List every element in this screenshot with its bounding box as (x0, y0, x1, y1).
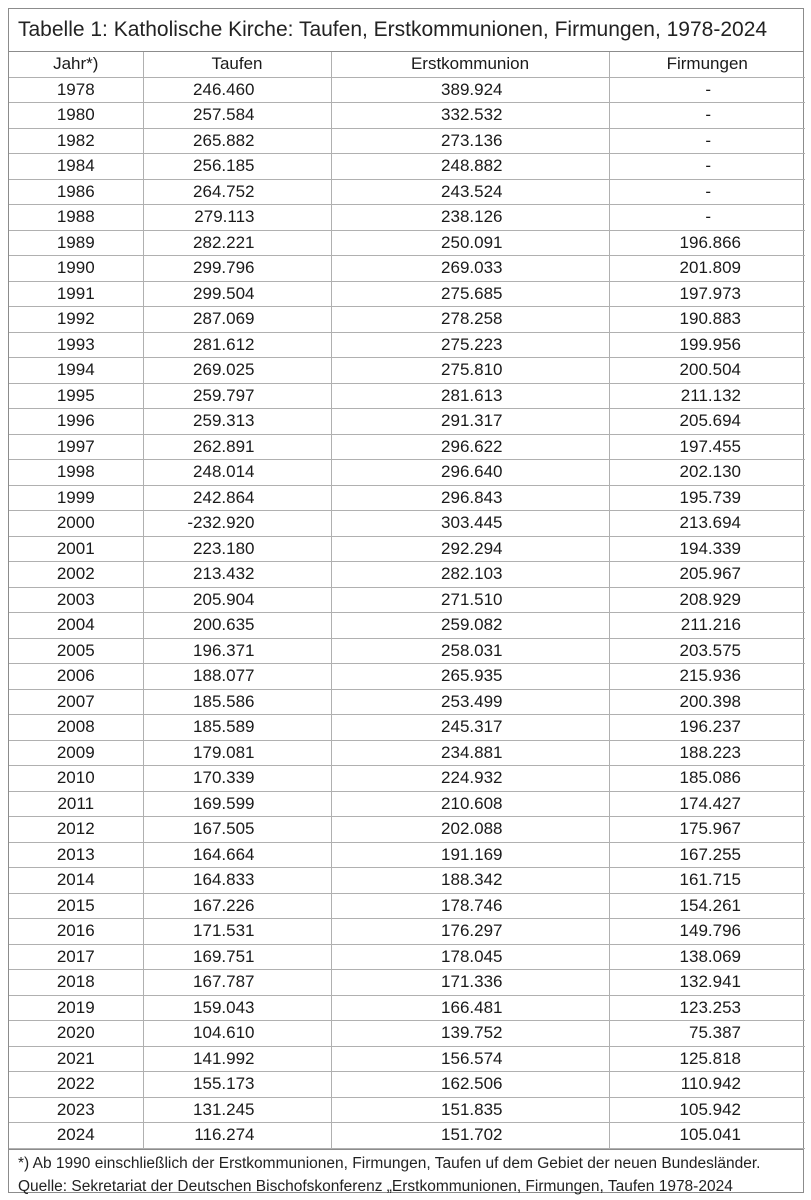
table-row (9, 358, 805, 384)
table-row (9, 613, 805, 639)
cell-year: 2007 (9, 689, 143, 715)
cell-erstkommunion: 265.935 (331, 664, 609, 690)
data-table (9, 52, 805, 1149)
cell-taufen: 262.891 (143, 434, 331, 460)
cell-firmungen: 197.973 (609, 281, 805, 307)
table-row (9, 77, 805, 103)
cell-erstkommunion: 178.045 (331, 944, 609, 970)
cell-firmungen: 185.086 (609, 766, 805, 792)
cell-year: 1999 (9, 485, 143, 511)
cell-year: 2005 (9, 638, 143, 664)
cell-taufen: -232.920 (143, 511, 331, 537)
cell-taufen: 265.882 (143, 128, 331, 154)
cell-taufen: 205.904 (143, 587, 331, 613)
cell-taufen: 246.460 (143, 77, 331, 103)
cell-year: 1980 (9, 103, 143, 129)
cell-firmungen: 202.130 (609, 460, 805, 486)
table-row (9, 1072, 805, 1098)
cell-year: 2020 (9, 1021, 143, 1047)
cell-year: 1989 (9, 230, 143, 256)
cell-year: 2012 (9, 817, 143, 843)
cell-taufen: 279.113 (143, 205, 331, 231)
cell-taufen: 223.180 (143, 536, 331, 562)
cell-taufen: 164.833 (143, 868, 331, 894)
table-row (9, 281, 805, 307)
table-row (9, 1123, 805, 1149)
source-text: Quelle: Sekretariat der Deutschen Bischofskonferenz „Erstkommunionen, Firmungen, Taufen 1978-2024 (18, 1177, 733, 1195)
cell-firmungen: 200.504 (609, 358, 805, 384)
cell-year: 2013 (9, 842, 143, 868)
cell-erstkommunion: 271.510 (331, 587, 609, 613)
cell-year: 1992 (9, 307, 143, 333)
cell-year: 2009 (9, 740, 143, 766)
cell-erstkommunion: 243.524 (331, 179, 609, 205)
cell-erstkommunion: 292.294 (331, 536, 609, 562)
cell-firmungen: 188.223 (609, 740, 805, 766)
header-row (9, 52, 805, 77)
cell-erstkommunion: 332.532 (331, 103, 609, 129)
cell-erstkommunion: 275.223 (331, 332, 609, 358)
table-row (9, 664, 805, 690)
cell-firmungen: 105.942 (609, 1097, 805, 1123)
cell-erstkommunion: 139.752 (331, 1021, 609, 1047)
table-row (9, 230, 805, 256)
cell-erstkommunion: 234.881 (331, 740, 609, 766)
cell-year: 1988 (9, 205, 143, 231)
cell-firmungen: 211.132 (609, 383, 805, 409)
cell-firmungen: 138.069 (609, 944, 805, 970)
table-row (9, 638, 805, 664)
cell-taufen: 179.081 (143, 740, 331, 766)
cell-taufen: 264.752 (143, 179, 331, 205)
cell-year: 1978 (9, 77, 143, 103)
cell-year: 2023 (9, 1097, 143, 1123)
cell-firmungen: 205.967 (609, 562, 805, 588)
table-row (9, 587, 805, 613)
cell-firmungen: - (609, 103, 805, 129)
cell-taufen: 171.531 (143, 919, 331, 945)
table-row (9, 868, 805, 894)
cell-taufen: 167.505 (143, 817, 331, 843)
cell-year: 2022 (9, 1072, 143, 1098)
cell-year: 2002 (9, 562, 143, 588)
cell-taufen: 299.796 (143, 256, 331, 282)
header-year: Jahr*) (9, 52, 143, 77)
table-row (9, 893, 805, 919)
cell-firmungen: 200.398 (609, 689, 805, 715)
cell-year: 2004 (9, 613, 143, 639)
cell-taufen: 188.077 (143, 664, 331, 690)
cell-taufen: 299.504 (143, 281, 331, 307)
cell-firmungen: 196.866 (609, 230, 805, 256)
table-row (9, 434, 805, 460)
table-row (9, 715, 805, 741)
cell-taufen: 259.313 (143, 409, 331, 435)
cell-year: 2006 (9, 664, 143, 690)
cell-firmungen: 208.929 (609, 587, 805, 613)
cell-taufen: 248.014 (143, 460, 331, 486)
cell-taufen: 141.992 (143, 1046, 331, 1072)
cell-year: 2019 (9, 995, 143, 1021)
cell-erstkommunion: 275.685 (331, 281, 609, 307)
cell-firmungen: - (609, 154, 805, 180)
cell-erstkommunion: 191.169 (331, 842, 609, 868)
cell-taufen: 167.226 (143, 893, 331, 919)
cell-erstkommunion: 275.810 (331, 358, 609, 384)
cell-year: 1993 (9, 332, 143, 358)
cell-erstkommunion: 202.088 (331, 817, 609, 843)
cell-erstkommunion: 210.608 (331, 791, 609, 817)
cell-taufen: 256.185 (143, 154, 331, 180)
cell-year: 2010 (9, 766, 143, 792)
cell-year: 2015 (9, 893, 143, 919)
cell-firmungen: 132.941 (609, 970, 805, 996)
cell-firmungen: 175.967 (609, 817, 805, 843)
cell-erstkommunion: 269.033 (331, 256, 609, 282)
header-firmungen: Firmungen (609, 52, 805, 77)
cell-firmungen: - (609, 205, 805, 231)
cell-firmungen: 203.575 (609, 638, 805, 664)
table-row (9, 740, 805, 766)
cell-taufen: 170.339 (143, 766, 331, 792)
cell-firmungen: - (609, 77, 805, 103)
cell-taufen: 287.069 (143, 307, 331, 333)
cell-year: 1984 (9, 154, 143, 180)
cell-firmungen: 110.942 (609, 1072, 805, 1098)
table-row (9, 154, 805, 180)
table-row (9, 383, 805, 409)
cell-taufen: 169.599 (143, 791, 331, 817)
cell-erstkommunion: 291.317 (331, 409, 609, 435)
cell-firmungen: 75.387 (609, 1021, 805, 1047)
cell-firmungen: - (609, 179, 805, 205)
table-row (9, 1097, 805, 1123)
table-row (9, 817, 805, 843)
table-row (9, 409, 805, 435)
cell-firmungen: 213.694 (609, 511, 805, 537)
cell-firmungen: 196.237 (609, 715, 805, 741)
cell-firmungen: 105.041 (609, 1123, 805, 1149)
cell-erstkommunion: 282.103 (331, 562, 609, 588)
cell-year: 2016 (9, 919, 143, 945)
cell-year: 2021 (9, 1046, 143, 1072)
table-row (9, 205, 805, 231)
cell-taufen: 200.635 (143, 613, 331, 639)
cell-firmungen: 201.809 (609, 256, 805, 282)
cell-erstkommunion: 178.746 (331, 893, 609, 919)
cell-taufen: 196.371 (143, 638, 331, 664)
cell-erstkommunion: 171.336 (331, 970, 609, 996)
table-row (9, 536, 805, 562)
table-row (9, 766, 805, 792)
cell-year: 2024 (9, 1123, 143, 1149)
cell-erstkommunion: 250.091 (331, 230, 609, 256)
cell-taufen: 281.612 (143, 332, 331, 358)
cell-erstkommunion: 258.031 (331, 638, 609, 664)
cell-erstkommunion: 156.574 (331, 1046, 609, 1072)
cell-taufen: 242.864 (143, 485, 331, 511)
cell-erstkommunion: 162.506 (331, 1072, 609, 1098)
cell-year: 2017 (9, 944, 143, 970)
table-row (9, 689, 805, 715)
cell-year: 1982 (9, 128, 143, 154)
cell-firmungen: 149.796 (609, 919, 805, 945)
cell-taufen: 131.245 (143, 1097, 331, 1123)
cell-firmungen: - (609, 128, 805, 154)
table-row (9, 332, 805, 358)
cell-erstkommunion: 259.082 (331, 613, 609, 639)
cell-firmungen: 154.261 (609, 893, 805, 919)
table-row (9, 919, 805, 945)
cell-taufen: 159.043 (143, 995, 331, 1021)
cell-firmungen: 194.339 (609, 536, 805, 562)
cell-erstkommunion: 281.613 (331, 383, 609, 409)
cell-taufen: 164.664 (143, 842, 331, 868)
cell-year: 1991 (9, 281, 143, 307)
cell-firmungen: 167.255 (609, 842, 805, 868)
cell-taufen: 185.586 (143, 689, 331, 715)
cell-taufen: 116.274 (143, 1123, 331, 1149)
cell-year: 1998 (9, 460, 143, 486)
footnote-text: *) Ab 1990 einschließlich der Erstkommunionen, Firmungen, Taufen uf dem Gebiet der neuen Bundesländer. (18, 1154, 761, 1172)
cell-erstkommunion: 245.317 (331, 715, 609, 741)
cell-year: 1994 (9, 358, 143, 384)
cell-year: 2003 (9, 587, 143, 613)
cell-taufen: 104.610 (143, 1021, 331, 1047)
cell-firmungen: 125.818 (609, 1046, 805, 1072)
table-row (9, 842, 805, 868)
cell-taufen: 167.787 (143, 970, 331, 996)
cell-erstkommunion: 176.297 (331, 919, 609, 945)
cell-taufen: 155.173 (143, 1072, 331, 1098)
cell-firmungen: 197.455 (609, 434, 805, 460)
cell-firmungen: 215.936 (609, 664, 805, 690)
table-title: Tabelle 1: Katholische Kirche: Taufen, Erstkommunionen, Firmungen, 1978-2024 (9, 9, 803, 52)
cell-firmungen: 174.427 (609, 791, 805, 817)
table-row (9, 562, 805, 588)
cell-erstkommunion: 151.835 (331, 1097, 609, 1123)
cell-firmungen: 211.216 (609, 613, 805, 639)
cell-erstkommunion: 248.882 (331, 154, 609, 180)
table-row (9, 1021, 805, 1047)
cell-firmungen: 195.739 (609, 485, 805, 511)
table-row (9, 995, 805, 1021)
cell-erstkommunion: 273.136 (331, 128, 609, 154)
cell-taufen: 259.797 (143, 383, 331, 409)
cell-firmungen: 123.253 (609, 995, 805, 1021)
cell-taufen: 185.589 (143, 715, 331, 741)
document-table-page (8, 8, 804, 1193)
table-row (9, 944, 805, 970)
cell-erstkommunion: 303.445 (331, 511, 609, 537)
header-taufen: Taufen (143, 52, 331, 77)
table-row (9, 511, 805, 537)
cell-taufen: 269.025 (143, 358, 331, 384)
table-row (9, 307, 805, 333)
table-row (9, 179, 805, 205)
table-row (9, 128, 805, 154)
cell-year: 1997 (9, 434, 143, 460)
cell-year: 1990 (9, 256, 143, 282)
cell-firmungen: 205.694 (609, 409, 805, 435)
cell-erstkommunion: 238.126 (331, 205, 609, 231)
cell-firmungen: 190.883 (609, 307, 805, 333)
table-row (9, 970, 805, 996)
cell-year: 2001 (9, 536, 143, 562)
cell-year: 2000 (9, 511, 143, 537)
cell-erstkommunion: 389.924 (331, 77, 609, 103)
footnotes (9, 1149, 803, 1198)
cell-erstkommunion: 151.702 (331, 1123, 609, 1149)
table-row (9, 1046, 805, 1072)
cell-taufen: 169.751 (143, 944, 331, 970)
cell-taufen: 282.221 (143, 230, 331, 256)
header-erstkommunion: Erstkommunion (331, 52, 609, 77)
cell-erstkommunion: 296.622 (331, 434, 609, 460)
cell-year: 1996 (9, 409, 143, 435)
cell-erstkommunion: 278.258 (331, 307, 609, 333)
cell-erstkommunion: 224.932 (331, 766, 609, 792)
table-row (9, 256, 805, 282)
cell-erstkommunion: 296.640 (331, 460, 609, 486)
cell-firmungen: 161.715 (609, 868, 805, 894)
table-row (9, 485, 805, 511)
cell-firmungen: 199.956 (609, 332, 805, 358)
table-body (9, 77, 805, 1148)
cell-erstkommunion: 166.481 (331, 995, 609, 1021)
table-row (9, 460, 805, 486)
cell-erstkommunion: 253.499 (331, 689, 609, 715)
cell-erstkommunion: 296.843 (331, 485, 609, 511)
cell-taufen: 213.432 (143, 562, 331, 588)
cell-year: 2011 (9, 791, 143, 817)
table-row (9, 791, 805, 817)
table-row (9, 103, 805, 129)
cell-year: 2008 (9, 715, 143, 741)
cell-year: 2014 (9, 868, 143, 894)
cell-year: 1986 (9, 179, 143, 205)
cell-year: 1995 (9, 383, 143, 409)
cell-erstkommunion: 188.342 (331, 868, 609, 894)
cell-year: 2018 (9, 970, 143, 996)
cell-taufen: 257.584 (143, 103, 331, 129)
